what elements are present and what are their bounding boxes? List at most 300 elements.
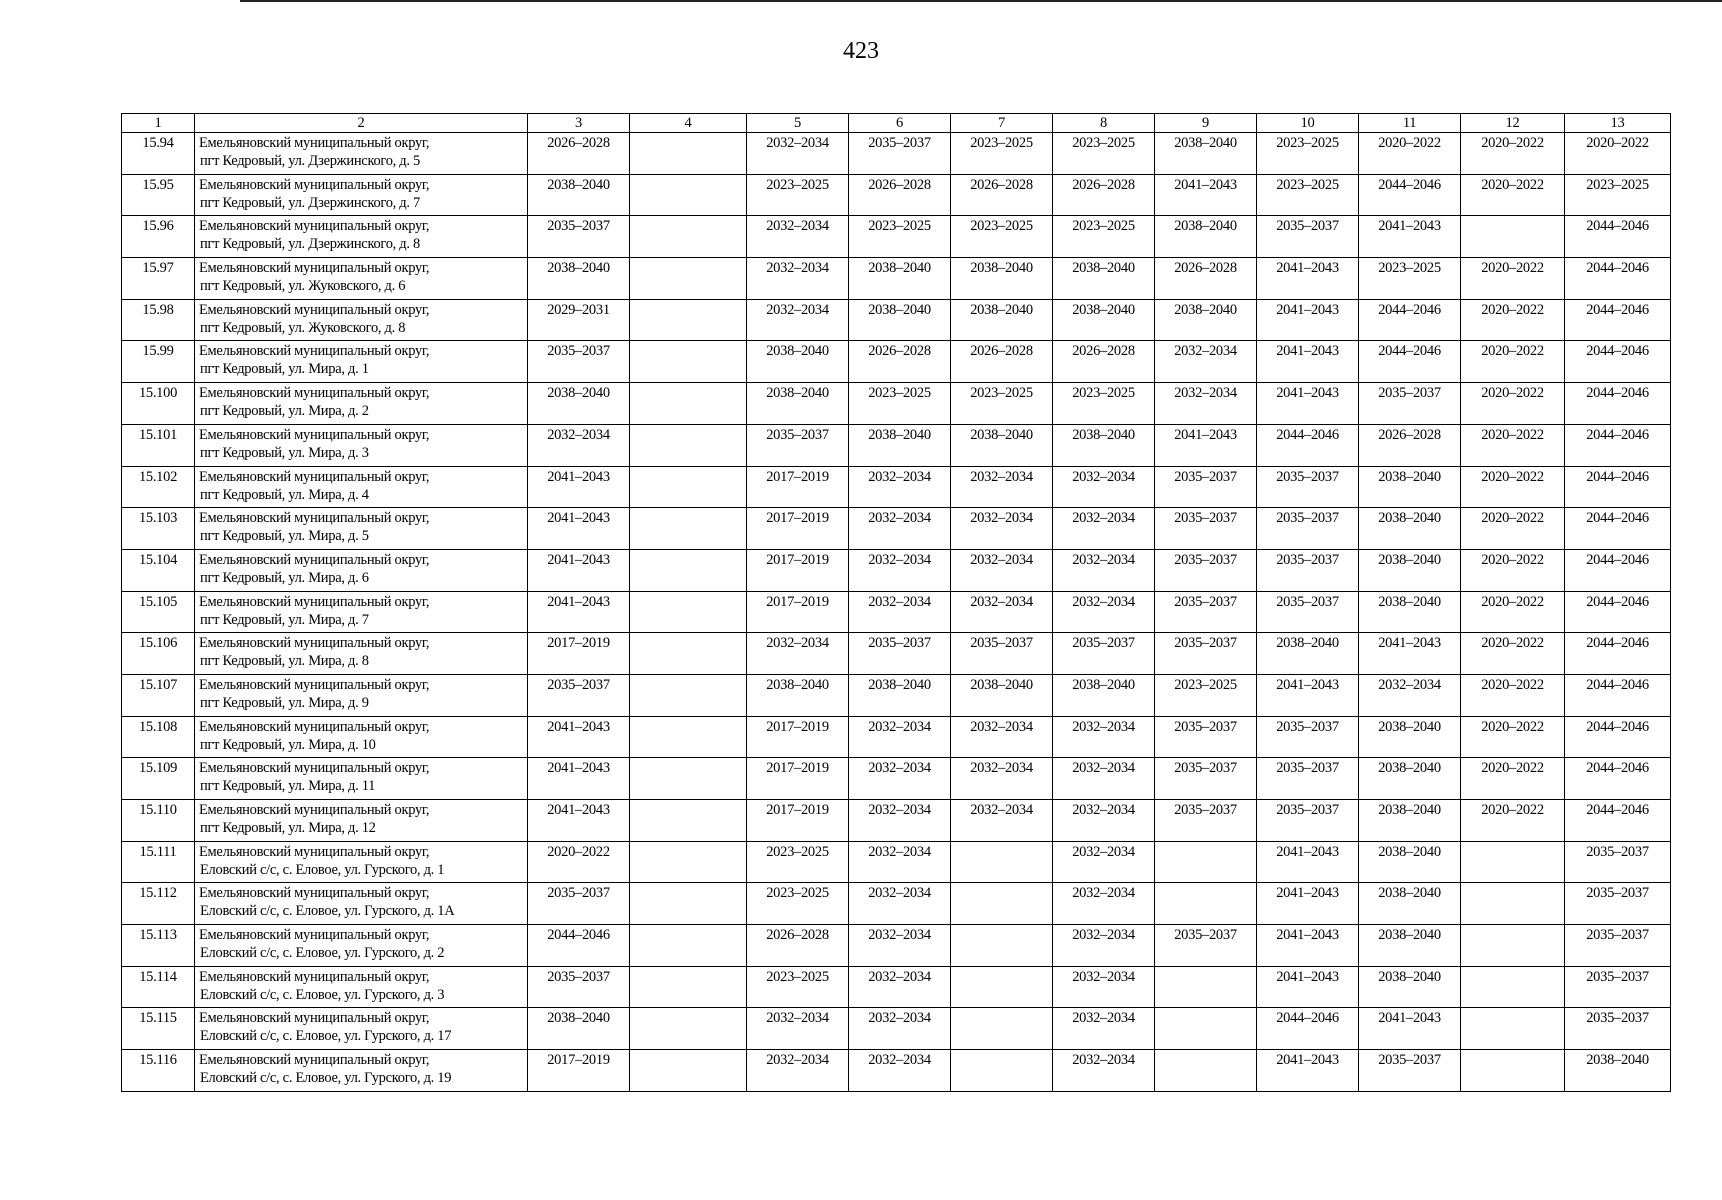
header-row bbox=[122, 114, 1671, 133]
period-cell-col-6: 2032–2034 bbox=[849, 966, 951, 1008]
period-cell-col-6: 2032–2034 bbox=[849, 758, 951, 800]
period-cell-col-10: 2041–2043 bbox=[1257, 674, 1359, 716]
period-cell-col-6: 2032–2034 bbox=[849, 508, 951, 550]
period-cell-col-3: 2044–2046 bbox=[528, 925, 630, 967]
period-cell-col-12: 2020–2022 bbox=[1461, 758, 1565, 800]
period-cell-col-12: 2020–2022 bbox=[1461, 174, 1565, 216]
period-cell-col-11: 2038–2040 bbox=[1359, 925, 1461, 967]
period-cell-col-4 bbox=[630, 174, 747, 216]
period-cell-col-8: 2038–2040 bbox=[1053, 424, 1155, 466]
period-cell-col-11: 2032–2034 bbox=[1359, 674, 1461, 716]
period-cell-col-3: 2041–2043 bbox=[528, 549, 630, 591]
period-cell-col-11: 2038–2040 bbox=[1359, 758, 1461, 800]
period-cell-col-10: 2044–2046 bbox=[1257, 424, 1359, 466]
row-number: 15.96 bbox=[122, 216, 195, 258]
row-number: 15.102 bbox=[122, 466, 195, 508]
period-cell-col-5: 2023–2025 bbox=[747, 841, 849, 883]
address-line-2: пгт Кедровый, ул. Дзержинского, д. 5 bbox=[200, 153, 420, 169]
period-cell-col-8: 2026–2028 bbox=[1053, 341, 1155, 383]
period-cell-col-5: 2017–2019 bbox=[747, 508, 849, 550]
period-cell-col-9: 2035–2037 bbox=[1155, 591, 1257, 633]
period-cell-col-5: 2032–2034 bbox=[747, 216, 849, 258]
address-line-2: пгт Кедровый, ул. Мира, д. 11 bbox=[200, 778, 376, 795]
period-cell-col-12: 2020–2022 bbox=[1461, 716, 1565, 758]
column-header-11: 11 bbox=[1359, 114, 1461, 133]
period-cell-col-3: 2038–2040 bbox=[528, 174, 630, 216]
period-cell-col-3: 2029–2031 bbox=[528, 299, 630, 341]
period-cell-col-13: 2044–2046 bbox=[1565, 800, 1671, 842]
period-cell-col-13: 2044–2046 bbox=[1565, 341, 1671, 383]
row-number: 15.95 bbox=[122, 174, 195, 216]
table-row bbox=[122, 716, 1671, 758]
address-cell bbox=[195, 341, 528, 383]
period-cell-col-9: 2041–2043 bbox=[1155, 424, 1257, 466]
period-cell-col-5: 2023–2025 bbox=[747, 966, 849, 1008]
address-cell bbox=[195, 133, 528, 175]
address-line-2: пгт Кедровый, ул. Мира, д. 6 bbox=[200, 569, 369, 586]
period-cell-col-6: 2038–2040 bbox=[849, 258, 951, 300]
period-cell-col-8: 2038–2040 bbox=[1053, 299, 1155, 341]
period-cell-col-5: 2038–2040 bbox=[747, 383, 849, 425]
address-line-1: Емельяновский муниципальный округ, bbox=[199, 426, 430, 443]
period-cell-col-4 bbox=[630, 1008, 747, 1050]
period-cell-col-11: 2038–2040 bbox=[1359, 466, 1461, 508]
address-line-2: пгт Кедровый, ул. Мира, д. 2 bbox=[200, 403, 369, 420]
period-cell-col-11: 2026–2028 bbox=[1359, 424, 1461, 466]
period-cell-col-9: 2035–2037 bbox=[1155, 716, 1257, 758]
period-cell-col-10: 2035–2037 bbox=[1257, 216, 1359, 258]
period-cell-col-12: 2020–2022 bbox=[1461, 674, 1565, 716]
period-cell-col-9 bbox=[1155, 1050, 1257, 1092]
period-cell-col-6: 2026–2028 bbox=[849, 174, 951, 216]
row-number: 15.94 bbox=[122, 133, 195, 175]
period-cell-col-12 bbox=[1461, 841, 1565, 883]
address-line-1: Емельяновский муниципальный округ, bbox=[199, 551, 430, 568]
address-line-2: пгт Кедровый, ул. Жуковского, д. 6 bbox=[200, 278, 406, 295]
period-cell-col-7: 2023–2025 bbox=[951, 383, 1053, 425]
address-line-2: пгт Кедровый, ул. Мира, д. 12 bbox=[200, 820, 376, 836]
period-cell-col-11: 2035–2037 bbox=[1359, 383, 1461, 425]
period-cell-col-8: 2023–2025 bbox=[1053, 216, 1155, 258]
period-cell-col-3: 2038–2040 bbox=[528, 383, 630, 425]
period-cell-col-9: 2035–2037 bbox=[1155, 549, 1257, 591]
period-cell-col-4 bbox=[630, 966, 747, 1008]
period-cell-col-7: 2023–2025 bbox=[951, 216, 1053, 258]
period-cell-col-13: 2044–2046 bbox=[1565, 758, 1671, 800]
column-header-13: 13 bbox=[1565, 114, 1671, 133]
address-line-1: Емельяновский муниципальный округ, bbox=[199, 135, 430, 151]
row-number: 15.105 bbox=[122, 591, 195, 633]
period-cell-col-10: 2041–2043 bbox=[1257, 841, 1359, 883]
column-header-8: 8 bbox=[1053, 114, 1155, 133]
period-cell-col-7 bbox=[951, 1008, 1053, 1050]
row-number: 15.104 bbox=[122, 549, 195, 591]
period-cell-col-7 bbox=[951, 883, 1053, 925]
period-cell-col-4 bbox=[630, 133, 747, 175]
address-line-1: Емельяновский муниципальный округ, bbox=[199, 1052, 430, 1069]
period-cell-col-12: 2020–2022 bbox=[1461, 466, 1565, 508]
period-cell-col-3: 2041–2043 bbox=[528, 800, 630, 842]
address-line-2: пгт Кедровый, ул. Дзержинского, д. 7 bbox=[200, 194, 420, 211]
period-cell-col-6: 2035–2037 bbox=[849, 633, 951, 675]
period-cell-col-4 bbox=[630, 633, 747, 675]
table-row bbox=[122, 966, 1671, 1008]
period-cell-col-8: 2032–2034 bbox=[1053, 549, 1155, 591]
period-cell-col-4 bbox=[630, 466, 747, 508]
period-cell-col-11: 2041–2043 bbox=[1359, 216, 1461, 258]
period-cell-col-7: 2032–2034 bbox=[951, 716, 1053, 758]
period-cell-col-9: 2023–2025 bbox=[1155, 674, 1257, 716]
period-cell-col-9 bbox=[1155, 883, 1257, 925]
address-cell bbox=[195, 925, 528, 967]
period-cell-col-10: 2038–2040 bbox=[1257, 633, 1359, 675]
period-cell-col-12: 2020–2022 bbox=[1461, 341, 1565, 383]
table-row bbox=[122, 466, 1671, 508]
period-cell-col-12 bbox=[1461, 966, 1565, 1008]
address-cell bbox=[195, 591, 528, 633]
period-cell-col-10: 2044–2046 bbox=[1257, 1008, 1359, 1050]
period-cell-col-4 bbox=[630, 925, 747, 967]
period-cell-col-6: 2038–2040 bbox=[849, 424, 951, 466]
address-line-1: Емельяновский муниципальный округ, bbox=[199, 593, 430, 610]
period-cell-col-10: 2023–2025 bbox=[1257, 174, 1359, 216]
address-cell bbox=[195, 966, 528, 1008]
period-cell-col-3: 2017–2019 bbox=[528, 1050, 630, 1092]
address-cell bbox=[195, 383, 528, 425]
period-cell-col-13: 2044–2046 bbox=[1565, 258, 1671, 300]
address-line-2: пгт Кедровый, ул. Дзержинского, д. 8 bbox=[200, 236, 420, 253]
table-row bbox=[122, 383, 1671, 425]
period-cell-col-12: 2020–2022 bbox=[1461, 424, 1565, 466]
period-cell-col-9: 2032–2034 bbox=[1155, 383, 1257, 425]
period-cell-col-8: 2032–2034 bbox=[1053, 716, 1155, 758]
address-line-2: Еловский с/с, с. Еловое, ул. Гурского, д. 17 bbox=[200, 1028, 452, 1045]
period-cell-col-7: 2032–2034 bbox=[951, 758, 1053, 800]
period-cell-col-4 bbox=[630, 800, 747, 842]
period-cell-col-5: 2032–2034 bbox=[747, 299, 849, 341]
period-cell-col-13: 2038–2040 bbox=[1565, 1050, 1671, 1092]
address-cell bbox=[195, 216, 528, 258]
period-cell-col-3: 2041–2043 bbox=[528, 758, 630, 800]
period-cell-col-6: 2038–2040 bbox=[849, 299, 951, 341]
period-cell-col-4 bbox=[630, 758, 747, 800]
period-cell-col-11: 2038–2040 bbox=[1359, 591, 1461, 633]
period-cell-col-11: 2044–2046 bbox=[1359, 299, 1461, 341]
table-row bbox=[122, 174, 1671, 216]
period-cell-col-7 bbox=[951, 841, 1053, 883]
period-cell-col-5: 2038–2040 bbox=[747, 674, 849, 716]
period-cell-col-10: 2041–2043 bbox=[1257, 925, 1359, 967]
column-header-7: 7 bbox=[951, 114, 1053, 133]
row-number: 15.103 bbox=[122, 508, 195, 550]
table-row bbox=[122, 133, 1671, 175]
period-cell-col-5: 2017–2019 bbox=[747, 591, 849, 633]
period-cell-col-7: 2035–2037 bbox=[951, 633, 1053, 675]
address-cell bbox=[195, 258, 528, 300]
period-cell-col-6: 2032–2034 bbox=[849, 925, 951, 967]
period-cell-col-11: 2041–2043 bbox=[1359, 1008, 1461, 1050]
period-cell-col-12: 2020–2022 bbox=[1461, 508, 1565, 550]
row-number: 15.106 bbox=[122, 633, 195, 675]
period-cell-col-8: 2035–2037 bbox=[1053, 633, 1155, 675]
period-cell-col-8: 2032–2034 bbox=[1053, 925, 1155, 967]
address-line-1: Емельяновский муниципальный округ, bbox=[199, 760, 430, 777]
period-cell-col-7: 2026–2028 bbox=[951, 341, 1053, 383]
period-cell-col-6: 2026–2028 bbox=[849, 341, 951, 383]
period-cell-col-12: 2020–2022 bbox=[1461, 800, 1565, 842]
period-cell-col-13: 2044–2046 bbox=[1565, 424, 1671, 466]
table-row bbox=[122, 633, 1671, 675]
period-cell-col-8: 2032–2034 bbox=[1053, 591, 1155, 633]
address-line-1: Емельяновский муниципальный округ, bbox=[199, 468, 430, 485]
table-row bbox=[122, 424, 1671, 466]
row-number: 15.100 bbox=[122, 383, 195, 425]
period-cell-col-5: 2017–2019 bbox=[747, 549, 849, 591]
period-cell-col-8: 2032–2034 bbox=[1053, 841, 1155, 883]
period-cell-col-10: 2041–2043 bbox=[1257, 258, 1359, 300]
address-line-2: Еловский с/с, с. Еловое, ул. Гурского, д. 3 bbox=[200, 986, 445, 1003]
period-cell-col-7: 2032–2034 bbox=[951, 466, 1053, 508]
address-cell bbox=[195, 1008, 528, 1050]
period-cell-col-8: 2032–2034 bbox=[1053, 466, 1155, 508]
period-cell-col-8: 2023–2025 bbox=[1053, 383, 1155, 425]
period-cell-col-4 bbox=[630, 1050, 747, 1092]
period-cell-col-7: 2032–2034 bbox=[951, 800, 1053, 842]
period-cell-col-7: 2032–2034 bbox=[951, 591, 1053, 633]
period-cell-col-7: 2023–2025 bbox=[951, 133, 1053, 175]
period-cell-col-10: 2035–2037 bbox=[1257, 758, 1359, 800]
period-cell-col-13: 2044–2046 bbox=[1565, 674, 1671, 716]
period-cell-col-7: 2032–2034 bbox=[951, 549, 1053, 591]
address-line-2: пгт Кедровый, ул. Мира, д. 8 bbox=[200, 653, 369, 670]
period-cell-col-8: 2032–2034 bbox=[1053, 508, 1155, 550]
address-line-1: Емельяновский муниципальный округ, bbox=[199, 718, 430, 735]
period-cell-col-9 bbox=[1155, 966, 1257, 1008]
address-line-2: Еловский с/с, с. Еловое, ул. Гурского, д. 2 bbox=[200, 945, 445, 962]
period-cell-col-9: 2038–2040 bbox=[1155, 299, 1257, 341]
period-cell-col-10: 2041–2043 bbox=[1257, 966, 1359, 1008]
period-cell-col-8: 2038–2040 bbox=[1053, 674, 1155, 716]
period-cell-col-3: 2035–2037 bbox=[528, 674, 630, 716]
address-line-2: пгт Кедровый, ул. Мира, д. 7 bbox=[200, 611, 369, 628]
address-line-2: пгт Кедровый, ул. Мира, д. 5 bbox=[200, 528, 369, 545]
address-cell bbox=[195, 299, 528, 341]
schedule-table bbox=[121, 113, 1671, 1092]
period-cell-col-8: 2032–2034 bbox=[1053, 966, 1155, 1008]
row-number: 15.99 bbox=[122, 341, 195, 383]
period-cell-col-5: 2017–2019 bbox=[747, 716, 849, 758]
period-cell-col-3: 2035–2037 bbox=[528, 341, 630, 383]
period-cell-col-9: 2032–2034 bbox=[1155, 341, 1257, 383]
table-row bbox=[122, 508, 1671, 550]
period-cell-col-5: 2032–2034 bbox=[747, 133, 849, 175]
address-line-1: Емельяновский муниципальный округ, bbox=[199, 343, 430, 360]
address-cell bbox=[195, 674, 528, 716]
period-cell-col-8: 2032–2034 bbox=[1053, 758, 1155, 800]
period-cell-col-5: 2017–2019 bbox=[747, 758, 849, 800]
table-row bbox=[122, 800, 1671, 842]
period-cell-col-4 bbox=[630, 841, 747, 883]
address-line-1: Емельяновский муниципальный округ, bbox=[199, 927, 430, 944]
period-cell-col-13: 2035–2037 bbox=[1565, 1008, 1671, 1050]
period-cell-col-9: 2035–2037 bbox=[1155, 925, 1257, 967]
period-cell-col-3: 2041–2043 bbox=[528, 508, 630, 550]
period-cell-col-3: 2035–2037 bbox=[528, 216, 630, 258]
row-number: 15.115 bbox=[122, 1008, 195, 1050]
column-header-1: 1 bbox=[122, 114, 195, 133]
period-cell-col-12: 2020–2022 bbox=[1461, 258, 1565, 300]
period-cell-col-12 bbox=[1461, 883, 1565, 925]
period-cell-col-6: 2035–2037 bbox=[849, 133, 951, 175]
period-cell-col-8: 2032–2034 bbox=[1053, 1050, 1155, 1092]
address-line-2: пгт Кедровый, ул. Мира, д. 3 bbox=[200, 444, 369, 461]
period-cell-col-13: 2044–2046 bbox=[1565, 549, 1671, 591]
address-line-1: Емельяновский муниципальный округ, bbox=[199, 510, 430, 527]
row-number: 15.101 bbox=[122, 424, 195, 466]
page-number: 423 bbox=[843, 38, 879, 64]
column-header-2: 2 bbox=[195, 114, 528, 133]
period-cell-col-5: 2023–2025 bbox=[747, 883, 849, 925]
column-header-5: 5 bbox=[747, 114, 849, 133]
period-cell-col-4 bbox=[630, 383, 747, 425]
period-cell-col-7: 2038–2040 bbox=[951, 258, 1053, 300]
row-number: 15.113 bbox=[122, 925, 195, 967]
address-line-2: Еловский с/с, с. Еловое, ул. Гурского, д. 19 bbox=[200, 1070, 452, 1087]
period-cell-col-11: 2038–2040 bbox=[1359, 841, 1461, 883]
address-line-1: Емельяновский муниципальный округ, bbox=[199, 968, 430, 985]
address-line-2: пгт Кедровый, ул. Мира, д. 4 bbox=[200, 486, 369, 503]
address-line-2: пгт Кедровый, ул. Жуковского, д. 8 bbox=[200, 319, 406, 336]
row-number: 15.116 bbox=[122, 1050, 195, 1092]
table-row bbox=[122, 341, 1671, 383]
period-cell-col-7 bbox=[951, 966, 1053, 1008]
period-cell-col-3: 2032–2034 bbox=[528, 424, 630, 466]
period-cell-col-6: 2023–2025 bbox=[849, 216, 951, 258]
period-cell-col-9: 2035–2037 bbox=[1155, 508, 1257, 550]
period-cell-col-11: 2038–2040 bbox=[1359, 883, 1461, 925]
table-header bbox=[122, 114, 1671, 133]
period-cell-col-6: 2032–2034 bbox=[849, 841, 951, 883]
period-cell-col-4 bbox=[630, 674, 747, 716]
row-number: 15.110 bbox=[122, 800, 195, 842]
period-cell-col-10: 2035–2037 bbox=[1257, 800, 1359, 842]
period-cell-col-11: 2044–2046 bbox=[1359, 174, 1461, 216]
period-cell-col-13: 2035–2037 bbox=[1565, 925, 1671, 967]
period-cell-col-12: 2020–2022 bbox=[1461, 133, 1565, 175]
period-cell-col-3: 2035–2037 bbox=[528, 966, 630, 1008]
table-row bbox=[122, 258, 1671, 300]
period-cell-col-12 bbox=[1461, 1050, 1565, 1092]
address-line-1: Емельяновский муниципальный округ, bbox=[199, 1010, 430, 1027]
period-cell-col-10: 2041–2043 bbox=[1257, 383, 1359, 425]
period-cell-col-12: 2020–2022 bbox=[1461, 549, 1565, 591]
period-cell-col-10: 2035–2037 bbox=[1257, 508, 1359, 550]
period-cell-col-11: 2038–2040 bbox=[1359, 508, 1461, 550]
column-header-4: 4 bbox=[630, 114, 747, 133]
period-cell-col-10: 2041–2043 bbox=[1257, 883, 1359, 925]
table-row bbox=[122, 883, 1671, 925]
period-cell-col-3: 2041–2043 bbox=[528, 716, 630, 758]
period-cell-col-3: 2017–2019 bbox=[528, 633, 630, 675]
row-number: 15.111 bbox=[122, 841, 195, 883]
period-cell-col-4 bbox=[630, 883, 747, 925]
period-cell-col-11: 2020–2022 bbox=[1359, 133, 1461, 175]
period-cell-col-7 bbox=[951, 925, 1053, 967]
period-cell-col-13: 2035–2037 bbox=[1565, 966, 1671, 1008]
address-cell bbox=[195, 800, 528, 842]
period-cell-col-4 bbox=[630, 299, 747, 341]
period-cell-col-7: 2038–2040 bbox=[951, 674, 1053, 716]
address-line-1: Емельяновский муниципальный округ, bbox=[199, 385, 430, 402]
period-cell-col-10: 2041–2043 bbox=[1257, 341, 1359, 383]
period-cell-col-12 bbox=[1461, 1008, 1565, 1050]
period-cell-col-9: 2035–2037 bbox=[1155, 633, 1257, 675]
row-number: 15.107 bbox=[122, 674, 195, 716]
period-cell-col-4 bbox=[630, 258, 747, 300]
table-row bbox=[122, 299, 1671, 341]
address-line-1: Емельяновский муниципальный округ, bbox=[199, 843, 430, 860]
address-cell bbox=[195, 1050, 528, 1092]
period-cell-col-3: 2035–2037 bbox=[528, 883, 630, 925]
address-line-1: Емельяновский муниципальный округ, bbox=[199, 218, 430, 235]
period-cell-col-9: 2038–2040 bbox=[1155, 216, 1257, 258]
period-cell-col-7: 2032–2034 bbox=[951, 508, 1053, 550]
period-cell-col-13: 2035–2037 bbox=[1565, 883, 1671, 925]
period-cell-col-8: 2032–2034 bbox=[1053, 883, 1155, 925]
period-cell-col-10: 2041–2043 bbox=[1257, 1050, 1359, 1092]
period-cell-col-11: 2038–2040 bbox=[1359, 716, 1461, 758]
period-cell-col-10: 2023–2025 bbox=[1257, 133, 1359, 175]
address-cell bbox=[195, 841, 528, 883]
period-cell-col-9: 2035–2037 bbox=[1155, 800, 1257, 842]
address-line-1: Емельяновский муниципальный округ, bbox=[199, 301, 430, 318]
period-cell-col-5: 2032–2034 bbox=[747, 1050, 849, 1092]
period-cell-col-5: 2038–2040 bbox=[747, 341, 849, 383]
address-cell bbox=[195, 424, 528, 466]
period-cell-col-11: 2038–2040 bbox=[1359, 800, 1461, 842]
period-cell-col-5: 2017–2019 bbox=[747, 466, 849, 508]
period-cell-col-10: 2035–2037 bbox=[1257, 591, 1359, 633]
period-cell-col-3: 2026–2028 bbox=[528, 133, 630, 175]
column-header-9: 9 bbox=[1155, 114, 1257, 133]
table-row bbox=[122, 841, 1671, 883]
column-header-12: 12 bbox=[1461, 114, 1565, 133]
period-cell-col-9: 2026–2028 bbox=[1155, 258, 1257, 300]
period-cell-col-6: 2023–2025 bbox=[849, 383, 951, 425]
table-row bbox=[122, 674, 1671, 716]
period-cell-col-13: 2044–2046 bbox=[1565, 591, 1671, 633]
period-cell-col-10: 2041–2043 bbox=[1257, 299, 1359, 341]
period-cell-col-12 bbox=[1461, 216, 1565, 258]
address-line-2: Еловский с/с, с. Еловое, ул. Гурского, д. 1 bbox=[200, 861, 445, 878]
address-line-2: пгт Кедровый, ул. Мира, д. 10 bbox=[200, 736, 376, 753]
period-cell-col-10: 2035–2037 bbox=[1257, 716, 1359, 758]
period-cell-col-8: 2032–2034 bbox=[1053, 800, 1155, 842]
period-cell-col-8: 2026–2028 bbox=[1053, 174, 1155, 216]
period-cell-col-11: 2041–2043 bbox=[1359, 633, 1461, 675]
period-cell-col-9: 2035–2037 bbox=[1155, 466, 1257, 508]
row-number: 15.109 bbox=[122, 758, 195, 800]
address-line-1: Емельяновский муниципальный округ, bbox=[199, 635, 430, 652]
column-header-10: 10 bbox=[1257, 114, 1359, 133]
table-body bbox=[122, 133, 1671, 1092]
address-line-1: Емельяновский муниципальный округ, bbox=[199, 676, 430, 693]
address-cell bbox=[195, 508, 528, 550]
period-cell-col-3: 2020–2022 bbox=[528, 841, 630, 883]
period-cell-col-12: 2020–2022 bbox=[1461, 383, 1565, 425]
row-number: 15.98 bbox=[122, 299, 195, 341]
period-cell-col-9: 2038–2040 bbox=[1155, 133, 1257, 175]
